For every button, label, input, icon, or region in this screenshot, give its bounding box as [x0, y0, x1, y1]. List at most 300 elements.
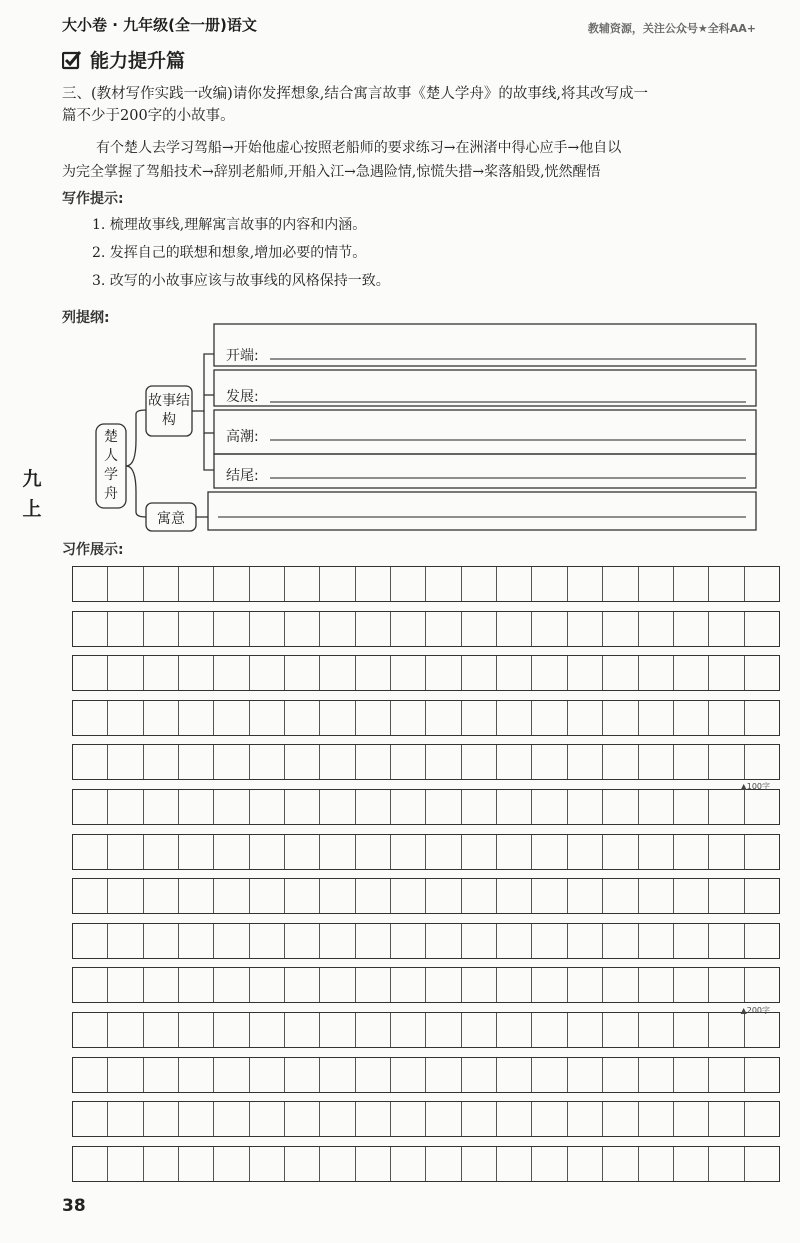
grid-cell[interactable]	[745, 656, 779, 690]
grid-row	[72, 611, 780, 647]
grid-cell[interactable]	[73, 790, 108, 824]
grid-cell[interactable]	[532, 1013, 567, 1047]
grid-cell[interactable]	[250, 701, 285, 735]
grid-cell[interactable]	[356, 835, 391, 869]
grid-cell[interactable]	[320, 879, 355, 913]
grid-cell[interactable]	[745, 790, 779, 824]
grid-cell[interactable]	[179, 701, 214, 735]
grid-cell[interactable]	[426, 656, 461, 690]
grid-cell[interactable]	[108, 612, 143, 646]
grid-cell[interactable]	[568, 835, 603, 869]
grid-cell[interactable]	[674, 701, 709, 735]
grid-cell[interactable]	[250, 1102, 285, 1136]
grid-cell[interactable]	[391, 1058, 426, 1092]
grid-cell[interactable]	[603, 790, 638, 824]
grid-cell[interactable]	[426, 835, 461, 869]
grid-cell[interactable]	[285, 567, 320, 601]
grid-cell[interactable]	[497, 1058, 532, 1092]
grid-cell[interactable]	[674, 835, 709, 869]
grid-cell[interactable]	[532, 924, 567, 958]
grid-cell[interactable]	[426, 1102, 461, 1136]
grid-cell[interactable]	[285, 1013, 320, 1047]
grid-cell[interactable]	[250, 879, 285, 913]
grid-cell[interactable]	[356, 879, 391, 913]
grid-cell[interactable]	[603, 656, 638, 690]
grid-cell[interactable]	[320, 790, 355, 824]
grid-cell[interactable]	[356, 701, 391, 735]
grid-cell[interactable]	[250, 1058, 285, 1092]
grid-cell[interactable]	[320, 835, 355, 869]
grid-cell[interactable]	[497, 924, 532, 958]
grid-cell[interactable]	[462, 567, 497, 601]
grid-cell[interactable]	[462, 835, 497, 869]
grid-cell[interactable]	[356, 1058, 391, 1092]
grid-cell[interactable]	[568, 1058, 603, 1092]
grid-cell[interactable]	[639, 656, 674, 690]
grid-cell[interactable]	[108, 745, 143, 779]
grid-cell[interactable]	[179, 924, 214, 958]
grid-cell[interactable]	[250, 745, 285, 779]
grid-cell[interactable]	[391, 745, 426, 779]
grid-cell[interactable]	[179, 968, 214, 1002]
grid-cell[interactable]	[391, 1102, 426, 1136]
grid-cell[interactable]	[709, 1013, 744, 1047]
grid-cell[interactable]	[391, 567, 426, 601]
grid-cell[interactable]	[462, 1058, 497, 1092]
grid-row	[72, 1101, 780, 1137]
grid-cell[interactable]	[462, 701, 497, 735]
grid-cell[interactable]	[108, 567, 143, 601]
grid-cell[interactable]	[568, 567, 603, 601]
grid-cell[interactable]	[639, 1147, 674, 1181]
grid-cell[interactable]	[391, 835, 426, 869]
grid-cell[interactable]	[709, 968, 744, 1002]
grid-cell[interactable]	[603, 701, 638, 735]
grid-cell[interactable]	[709, 1147, 744, 1181]
grid-cell[interactable]	[462, 968, 497, 1002]
grid-cell[interactable]	[639, 879, 674, 913]
grid-cell[interactable]	[462, 879, 497, 913]
grid-cell[interactable]	[674, 656, 709, 690]
grid-cell[interactable]	[497, 745, 532, 779]
grid-cell[interactable]	[532, 612, 567, 646]
grid-cell[interactable]	[709, 567, 744, 601]
hint-item: 2. 发挥自己的联想和想象,增加必要的情节。	[92, 245, 367, 261]
grid-cell[interactable]	[745, 968, 779, 1002]
grid-cell[interactable]	[73, 567, 108, 601]
grid-cell[interactable]	[532, 745, 567, 779]
grid-cell[interactable]	[356, 745, 391, 779]
grid-cell[interactable]	[144, 567, 179, 601]
grid-cell[interactable]	[108, 656, 143, 690]
grid-row	[72, 923, 780, 959]
grid-cell[interactable]	[108, 1013, 143, 1047]
grid-cell[interactable]	[179, 656, 214, 690]
grid-cell[interactable]	[320, 656, 355, 690]
grid-cell[interactable]	[497, 1102, 532, 1136]
grid-cell[interactable]	[250, 612, 285, 646]
grid-cell[interactable]	[285, 745, 320, 779]
grid-cell[interactable]	[497, 656, 532, 690]
grid-cell[interactable]	[73, 1147, 108, 1181]
grid-cell[interactable]	[462, 924, 497, 958]
grid-cell[interactable]	[144, 656, 179, 690]
grid-cell[interactable]	[108, 968, 143, 1002]
grid-cell[interactable]	[497, 567, 532, 601]
part-box-climax	[214, 410, 756, 454]
grid-cell[interactable]	[285, 612, 320, 646]
grid-cell[interactable]	[391, 656, 426, 690]
grid-cell[interactable]	[320, 1102, 355, 1136]
grid-cell[interactable]	[639, 612, 674, 646]
grid-cell[interactable]	[356, 656, 391, 690]
grid-cell[interactable]	[285, 790, 320, 824]
grid-cell[interactable]	[603, 835, 638, 869]
grid-cell[interactable]	[214, 567, 249, 601]
grid-cell[interactable]	[285, 1147, 320, 1181]
grid-cell[interactable]	[745, 701, 779, 735]
grid-cell[interactable]	[603, 924, 638, 958]
grid-cell[interactable]	[497, 612, 532, 646]
grid-cell[interactable]	[426, 701, 461, 735]
grid-cell[interactable]	[214, 1058, 249, 1092]
grid-cell[interactable]	[285, 701, 320, 735]
grid-cell[interactable]	[391, 1013, 426, 1047]
grid-cell[interactable]	[391, 701, 426, 735]
grid-cell[interactable]	[426, 879, 461, 913]
grid-cell[interactable]	[674, 879, 709, 913]
grid-cell[interactable]	[214, 1013, 249, 1047]
grid-cell[interactable]	[391, 879, 426, 913]
grid-cell[interactable]	[639, 1102, 674, 1136]
grid-cell[interactable]	[144, 701, 179, 735]
grid-cell[interactable]	[426, 790, 461, 824]
grid-cell[interactable]	[462, 790, 497, 824]
grid-cell[interactable]	[745, 835, 779, 869]
grid-cell[interactable]	[532, 835, 567, 869]
grid-cell[interactable]	[214, 835, 249, 869]
grid-cell[interactable]	[426, 612, 461, 646]
grid-cell[interactable]	[73, 1058, 108, 1092]
grid-cell[interactable]	[497, 1147, 532, 1181]
grid-cell[interactable]	[108, 1058, 143, 1092]
outline-label: 列提纲:	[62, 310, 110, 326]
grid-cell[interactable]	[250, 790, 285, 824]
grid-cell[interactable]	[320, 1013, 355, 1047]
grid-cell[interactable]	[214, 790, 249, 824]
bracket	[126, 466, 146, 517]
grid-cell[interactable]	[250, 835, 285, 869]
grid-cell[interactable]	[639, 1058, 674, 1092]
grid-cell[interactable]	[144, 1013, 179, 1047]
grid-cell[interactable]	[745, 567, 779, 601]
grid-cell[interactable]	[745, 1102, 779, 1136]
grid-cell[interactable]	[144, 1102, 179, 1136]
grid-cell[interactable]	[568, 924, 603, 958]
grid-cell[interactable]	[639, 745, 674, 779]
grid-cell[interactable]	[144, 790, 179, 824]
grid-cell[interactable]	[674, 1147, 709, 1181]
grid-cell[interactable]	[214, 701, 249, 735]
outline-diagram	[0, 0, 800, 540]
grid-cell[interactable]	[320, 701, 355, 735]
part-label-end: 结尾:	[226, 468, 259, 484]
grid-cell[interactable]	[285, 924, 320, 958]
grid-cell[interactable]	[639, 924, 674, 958]
grid-cell[interactable]	[674, 968, 709, 1002]
grid-cell[interactable]	[73, 745, 108, 779]
grid-cell[interactable]	[497, 879, 532, 913]
grid-cell[interactable]	[320, 612, 355, 646]
promo-text: 教辅资源，关注公众号★全科AA+	[587, 22, 756, 35]
grid-cell[interactable]	[73, 612, 108, 646]
grid-cell[interactable]	[674, 1058, 709, 1092]
grid-cell[interactable]	[108, 1102, 143, 1136]
grid-cell[interactable]	[674, 924, 709, 958]
grid-cell[interactable]	[391, 924, 426, 958]
grid-cell[interactable]	[639, 701, 674, 735]
grid-cell[interactable]	[144, 924, 179, 958]
grid-cell[interactable]	[250, 1013, 285, 1047]
grid-cell[interactable]	[709, 1102, 744, 1136]
grid-cell[interactable]	[250, 968, 285, 1002]
grid-cell[interactable]	[356, 1013, 391, 1047]
grid-row	[72, 700, 780, 736]
grid-cell[interactable]	[674, 790, 709, 824]
grid-cell[interactable]	[674, 567, 709, 601]
grid-cell[interactable]	[214, 745, 249, 779]
story-line2: 为完全掌握了驾船技术→辞别老船师,开船入江→急遇险情,惊慌失措→桨落船毁,恍然醒悟	[62, 164, 601, 180]
composition-label: 习作展示:	[62, 542, 124, 558]
grid-cell[interactable]	[639, 567, 674, 601]
grid-cell[interactable]	[285, 1058, 320, 1092]
grid-cell[interactable]	[639, 835, 674, 869]
grid-cell[interactable]	[603, 1058, 638, 1092]
grid-cell[interactable]	[426, 1058, 461, 1092]
grid-cell[interactable]	[356, 968, 391, 1002]
grid-cell[interactable]	[745, 612, 779, 646]
grid-cell[interactable]	[179, 567, 214, 601]
grid-cell[interactable]	[144, 612, 179, 646]
grid-cell[interactable]	[639, 790, 674, 824]
grid-cell[interactable]	[320, 1058, 355, 1092]
grid-cell[interactable]	[426, 924, 461, 958]
grid-cell[interactable]	[745, 1013, 779, 1047]
grid-cell[interactable]	[320, 567, 355, 601]
grid-cell[interactable]	[568, 879, 603, 913]
marker-200: ▲200字	[740, 1006, 770, 1015]
grid-cell[interactable]	[497, 968, 532, 1002]
grid-cell[interactable]	[179, 745, 214, 779]
grid-cell[interactable]	[709, 924, 744, 958]
grid-cell[interactable]	[356, 1147, 391, 1181]
grid-cell[interactable]	[73, 1013, 108, 1047]
grid-cell[interactable]	[285, 879, 320, 913]
grid-cell[interactable]	[462, 1147, 497, 1181]
grid-cell[interactable]	[426, 968, 461, 1002]
grid-cell[interactable]	[214, 612, 249, 646]
grid-cell[interactable]	[356, 924, 391, 958]
grid-cell[interactable]	[179, 1102, 214, 1136]
grid-cell[interactable]	[745, 1058, 779, 1092]
grid-cell[interactable]	[709, 835, 744, 869]
grid-cell[interactable]	[462, 656, 497, 690]
grid-cell[interactable]	[497, 835, 532, 869]
grid-cell[interactable]	[391, 1147, 426, 1181]
grid-cell[interactable]	[250, 924, 285, 958]
grid-cell[interactable]	[462, 1102, 497, 1136]
grid-cell[interactable]	[568, 1013, 603, 1047]
grid-cell[interactable]	[320, 1147, 355, 1181]
grid-cell[interactable]	[745, 924, 779, 958]
grid-cell[interactable]	[532, 968, 567, 1002]
grid-cell[interactable]	[144, 835, 179, 869]
grid-cell[interactable]	[179, 612, 214, 646]
grid-cell[interactable]	[674, 1013, 709, 1047]
grid-cell[interactable]	[108, 1147, 143, 1181]
grid-cell[interactable]	[250, 1147, 285, 1181]
outline-root: 楚人学舟	[104, 429, 118, 502]
grid-cell[interactable]	[532, 701, 567, 735]
grid-cell[interactable]	[568, 612, 603, 646]
grid-cell[interactable]	[179, 790, 214, 824]
grid-cell[interactable]	[356, 612, 391, 646]
grid-cell[interactable]	[285, 835, 320, 869]
grid-cell[interactable]	[179, 1013, 214, 1047]
grid-cell[interactable]	[285, 968, 320, 1002]
grid-cell[interactable]	[462, 612, 497, 646]
grid-cell[interactable]	[745, 879, 779, 913]
grid-cell[interactable]	[356, 790, 391, 824]
grid-cell[interactable]	[603, 1013, 638, 1047]
grid-cell[interactable]	[603, 879, 638, 913]
grid-cell[interactable]	[108, 879, 143, 913]
grid-cell[interactable]	[532, 656, 567, 690]
grid-cell[interactable]	[320, 745, 355, 779]
grid-cell[interactable]	[709, 1058, 744, 1092]
grid-cell[interactable]	[250, 656, 285, 690]
grid-cell[interactable]	[320, 924, 355, 958]
grid-cell[interactable]	[426, 1013, 461, 1047]
grid-cell[interactable]	[532, 1147, 567, 1181]
grid-cell[interactable]	[639, 968, 674, 1002]
grid-cell[interactable]	[144, 745, 179, 779]
grid-cell[interactable]	[73, 656, 108, 690]
grid-cell[interactable]	[709, 612, 744, 646]
grid-cell[interactable]	[568, 790, 603, 824]
grid-cell[interactable]	[639, 1013, 674, 1047]
moral-label: 寓意	[157, 511, 185, 527]
grid-cell[interactable]	[674, 612, 709, 646]
grid-cell[interactable]	[745, 745, 779, 779]
grid-cell[interactable]	[356, 567, 391, 601]
grid-cell[interactable]	[73, 701, 108, 735]
grid-cell[interactable]	[214, 656, 249, 690]
grid-cell[interactable]	[462, 1013, 497, 1047]
grid-cell[interactable]	[674, 745, 709, 779]
grid-cell[interactable]	[108, 701, 143, 735]
grid-cell[interactable]	[603, 612, 638, 646]
grid-cell[interactable]	[391, 790, 426, 824]
grid-cell[interactable]	[214, 924, 249, 958]
grid-cell[interactable]	[179, 1058, 214, 1092]
grid-cell[interactable]	[532, 567, 567, 601]
grid-cell[interactable]	[709, 879, 744, 913]
grid-cell[interactable]	[214, 879, 249, 913]
grid-cell[interactable]	[214, 1147, 249, 1181]
grid-cell[interactable]	[73, 968, 108, 1002]
grid-cell[interactable]	[745, 1147, 779, 1181]
grid-cell[interactable]	[285, 1102, 320, 1136]
grid-cell[interactable]	[426, 1147, 461, 1181]
grid-cell[interactable]	[603, 1147, 638, 1181]
grid-cell[interactable]	[144, 1147, 179, 1181]
grid-cell[interactable]	[709, 790, 744, 824]
grid-cell[interactable]	[568, 745, 603, 779]
grid-cell[interactable]	[426, 567, 461, 601]
part-label-develop: 发展:	[226, 389, 259, 405]
grid-cell[interactable]	[214, 1102, 249, 1136]
grid-cell[interactable]	[73, 879, 108, 913]
grid-cell[interactable]	[603, 968, 638, 1002]
grid-cell[interactable]	[108, 790, 143, 824]
grid-cell[interactable]	[391, 968, 426, 1002]
grid-cell[interactable]	[356, 1102, 391, 1136]
grid-cell[interactable]	[108, 924, 143, 958]
grid-cell[interactable]	[603, 1102, 638, 1136]
grid-cell[interactable]	[532, 790, 567, 824]
grid-cell[interactable]	[709, 701, 744, 735]
grid-cell[interactable]	[250, 567, 285, 601]
grid-cell[interactable]	[532, 1058, 567, 1092]
grid-cell[interactable]	[532, 879, 567, 913]
grid-cell[interactable]	[568, 1102, 603, 1136]
grid-cell[interactable]	[108, 835, 143, 869]
grid-cell[interactable]	[144, 968, 179, 1002]
section-title-text: 能力提升篇	[90, 50, 186, 72]
grid-cell[interactable]	[462, 745, 497, 779]
grid-cell[interactable]	[73, 1102, 108, 1136]
grid-cell[interactable]	[709, 656, 744, 690]
grid-cell[interactable]	[497, 790, 532, 824]
grid-cell[interactable]	[709, 745, 744, 779]
grid-cell[interactable]	[603, 745, 638, 779]
grid-row	[72, 655, 780, 691]
grid-cell[interactable]	[568, 1147, 603, 1181]
grid-cell[interactable]	[497, 701, 532, 735]
grid-cell[interactable]	[144, 879, 179, 913]
grid-cell[interactable]	[285, 656, 320, 690]
grid-cell[interactable]	[674, 1102, 709, 1136]
grid-cell[interactable]	[320, 968, 355, 1002]
grid-cell[interactable]	[391, 612, 426, 646]
grid-cell[interactable]	[179, 879, 214, 913]
grid-cell[interactable]	[603, 567, 638, 601]
grid-cell[interactable]	[568, 968, 603, 1002]
grid-cell[interactable]	[568, 701, 603, 735]
grid-cell[interactable]	[179, 835, 214, 869]
grid-cell[interactable]	[73, 835, 108, 869]
grid-cell[interactable]	[568, 656, 603, 690]
question-intro-line1: 三、(教材写作实践一改编)请你发挥想象,结合寓言故事《楚人学舟》的故事线,将其改写成一	[62, 86, 649, 102]
grid-cell[interactable]	[497, 1013, 532, 1047]
grid-cell[interactable]	[214, 968, 249, 1002]
grid-cell[interactable]	[73, 924, 108, 958]
grid-cell[interactable]	[426, 745, 461, 779]
grid-cell[interactable]	[144, 1058, 179, 1092]
grid-cell[interactable]	[532, 1102, 567, 1136]
grid-cell[interactable]	[179, 1147, 214, 1181]
